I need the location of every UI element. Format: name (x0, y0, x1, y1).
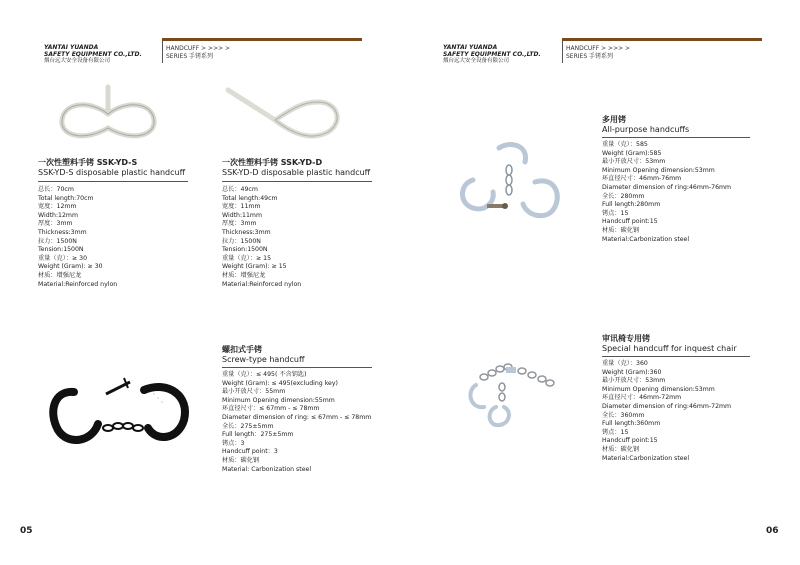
product-inquest-chair (602, 334, 737, 354)
plastic-handcuff-s-image (50, 72, 170, 150)
page-number-right: 06 (766, 526, 779, 536)
header-divider-right (562, 41, 563, 63)
product-title-en: SSK-YD-S disposable plastic handcuff (38, 168, 186, 177)
product-title-en: SSK-YD-D disposable plastic handcuff (222, 168, 371, 177)
all-purpose-handcuff-image (455, 140, 575, 230)
product-title-cn: 审讯椅专用铐 (602, 334, 650, 343)
product-title-en: All-purpose handcuffs (602, 125, 690, 134)
header-divider-left (162, 41, 163, 63)
breadcrumb-left: HANDCUFF > >>> > SERIES 手铐系列 (166, 45, 231, 60)
product-divider (602, 356, 750, 357)
breadcrumb-right: HANDCUFF > >>> > SERIES 手铐系列 (566, 45, 631, 60)
spec-list: 总长：70cm Total length:70cm 宽度：12mm Width:12mm 厚度：3mm Thickness:3mm 拉力：1500N Tension:1500N 重量（克）：≥ 30 Weight (Gram): ≥ 30 材质：增强尼龙 Material:Reinforced nylon (38, 186, 118, 288)
product-title-en: Screw-type handcuff (222, 355, 305, 364)
company-name-en-1: YANTAI YUANDA (44, 44, 99, 51)
company-name-cn: 烟台远大安全设备有限公司 (44, 58, 111, 64)
spec-list: 重量（克）：360 Weight (Gram):360 最小开放尺寸：53mm Minimum Opening dimension:53mm 环直径尺寸：46mm-72mm Diameter dimension of ring:46mm-72mm 全长：360mm Full length:360mm 铐点：15 Handcuff point:15 材质：碳化钢 Material:Carbonization steel (602, 360, 732, 462)
page-number-left: 05 (20, 526, 33, 536)
plastic-handcuff-d-image (220, 80, 350, 150)
product-title-cn: 多用铐 (602, 115, 626, 124)
company-name-en-2: SAFETY EQUIPMENT CO.,LTD. (44, 51, 142, 58)
company-logo-right: YANTAI YUANDA SAFETY EQUIPMENT CO.,LTD. 烟台远大安全设备有限公司 (443, 44, 541, 64)
product-divider (38, 181, 188, 182)
inquest-chair-handcuff-image (462, 355, 572, 435)
screw-handcuff-image (44, 368, 194, 453)
header-accent-bar-left (162, 38, 362, 41)
product-ssk-yd-d (222, 158, 370, 178)
product-title-cn: 一次性塑料手铐 SSK-YD-S (38, 158, 138, 167)
company-logo-left (44, 44, 142, 65)
product-all-purpose (602, 115, 689, 135)
product-title-cn: 螺扣式手铐 (222, 345, 262, 354)
spec-list: 重量（克）：585 Weight (Gram):585 最小开放尺寸：53mm Minimum Opening dimension:53mm 环直径尺寸：46mm-76mm Diameter dimension of ring:46mm-76mm 全长：280mm Full length:280mm 铐点：15 Handcuff point:15 材质：碳化钢 Material:Carbonization steel (602, 141, 732, 243)
spec-list: 总长：49cm Total length:49cm 宽度：11mm Width:11mm 厚度：3mm Thickness:3mm 拉力：1500N Tension:1500N 重量（克）：≥ 15 Weight (Gram): ≥ 15 材质：增强尼龙 Material:Reinforced nylon (222, 186, 302, 288)
product-ssk-yd-s (38, 158, 185, 178)
product-divider (222, 181, 372, 182)
product-divider (602, 137, 750, 138)
product-screw-type (222, 345, 304, 365)
spec-list: 重量（克）：≤ 495( 不含钥匙) Weight (Gram): ≤ 495(excluding key) 最小开放尺寸：55mm Minimum Opening dimension:55mm 环直径尺寸：≤ 67mm - ≤ 78mm Diameter dimension of ring: ≤ 67mm - ≤ 78mm 全长：275±5mm Full length：275±5mm 铐点：3 Handcuff point：3 材质：碳化钢 Material: Carbonization steel (222, 371, 372, 473)
product-title-cn: 一次性塑料手铐 SSK-YD-D (222, 158, 323, 167)
header-accent-bar-right (562, 38, 762, 41)
product-title-en: Special handcuff for inquest chair (602, 344, 737, 353)
product-divider (222, 367, 372, 368)
